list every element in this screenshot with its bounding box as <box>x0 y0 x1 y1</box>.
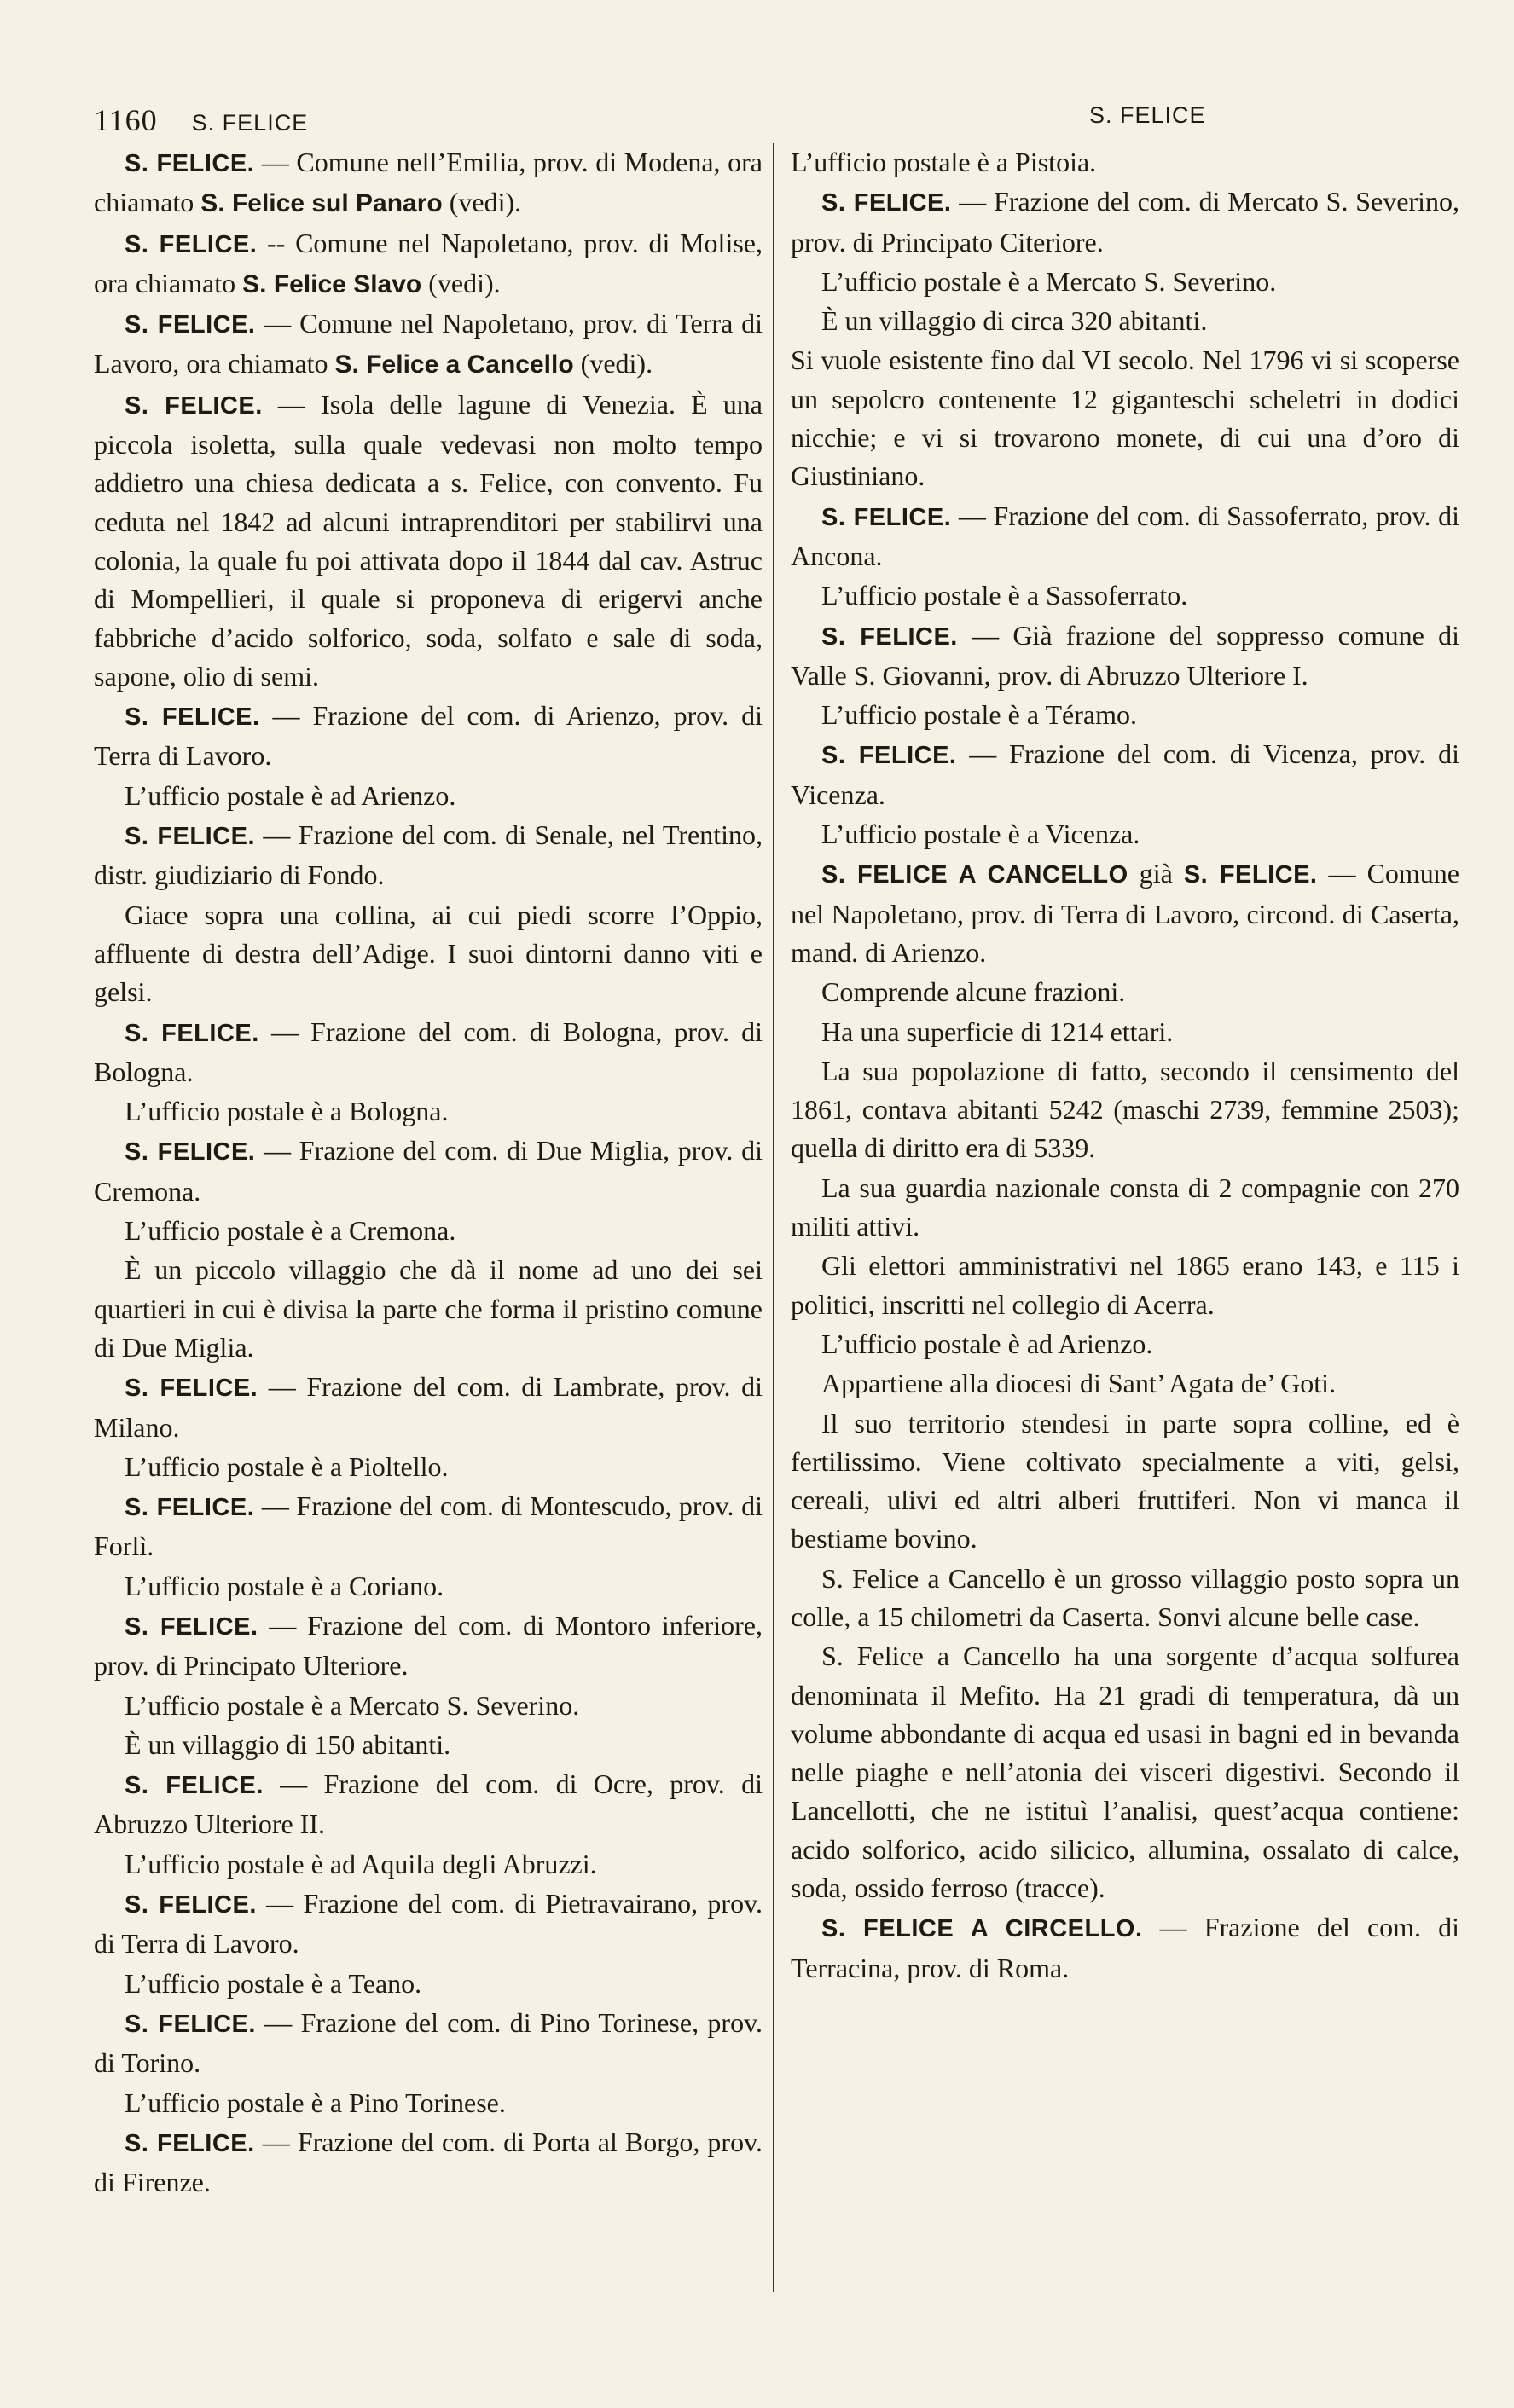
entry-headword: S. FELICE. <box>125 150 255 177</box>
entry-text: -- Comune nel Napoletano, prov. di Molise, ora chiamato <box>94 227 763 298</box>
entry-headword: S. FELICE. <box>821 742 957 770</box>
entry-text: — Frazione del com. di Vicenza, prov. di Vicenza. <box>791 738 1459 810</box>
column-divider <box>773 143 774 2292</box>
entry <box>791 735 1459 814</box>
entry <box>94 385 763 696</box>
right-column <box>791 143 1459 1988</box>
entry-text: L’ufficio postale è a Pino Torinese. <box>125 2087 506 2118</box>
entry <box>791 497 1459 576</box>
entry-text: (vedi). <box>442 187 522 218</box>
entry-text: — Frazione del com. di Arienzo, prov. di Terra di Lavoro. <box>94 700 763 772</box>
entry-paragraph <box>791 576 1459 615</box>
entry-text: L’ufficio postale è a Pistoia. <box>791 147 1097 177</box>
entry-paragraph <box>94 1845 763 1884</box>
entry-text: — Già frazione del soppresso comune di Valle S. Giovanni, prov. di Abruzzo Ulteriore I. <box>791 619 1459 691</box>
entry-text: L’ufficio postale è ad Arienzo. <box>821 1328 1153 1359</box>
entry-text: Giace sopra una collina, ai cui piedi scorre l’Oppio, affluente di destra dell’Adige. I suoi dintorni danno viti e gelsi. <box>94 899 763 1008</box>
entry-text: — Frazione del com. di Porta al Borgo, prov. di Firenze. <box>94 2126 763 2198</box>
entry-text: Comprende alcune frazioni. <box>821 976 1126 1008</box>
entry-text: L’ufficio postale è ad Arienzo. <box>125 779 456 811</box>
entry-text: — Comune nel Napoletano, prov. di Terra di Lavoro, ora chiamato <box>94 308 763 379</box>
entry-headword: S. FELICE. <box>125 2010 256 2038</box>
entry-text: — Frazione del com. di Due Miglia, prov. di Cremona. <box>94 1135 763 1207</box>
entry-text: Il suo territorio stendesi in parte sopra colline, ed è fertilissimo. Viene coltivato specialmente a viti, gelsi, cereali, ulivi ed altri alberi fruttiferi. Non vi manca il bestiame bovino. <box>791 1407 1459 1554</box>
entry-paragraph <box>94 777 763 815</box>
entry-text: — Comune nel Napoletano, prov. di Terra di Lavoro, circond. di Caserta, mand. di Arienzo. <box>791 858 1459 968</box>
entry-paragraph <box>791 1169 1459 1247</box>
entry-paragraph <box>791 341 1459 495</box>
entry <box>791 182 1459 262</box>
entry-text: La sua guardia nazionale consta di 2 compagnie con 270 militi attivi. <box>791 1172 1459 1242</box>
entry-paragraph <box>94 1448 763 1486</box>
entry-text: S. Felice a Cancello ha una sorgente d’acqua solfurea denominata il Mefito. Ha 21 gradi di temperatura, dà un volume abbondante di acqua ed usasi in bagni ed in bevanda nelle piaghe e nell’atonia dei visceri digestivi. Secondo il Lancellotti, che ne istituì l’analisi, quest’acqua contiene: acido solforico, acido silicico, allumina, ossalato di calce, soda, ossido ferroso (tracce). <box>791 1641 1459 1904</box>
entry-paragraph <box>94 1212 763 1250</box>
entry-text: L’ufficio postale è ad Aquila degli Abruzzi. <box>125 1848 597 1879</box>
cross-reference: S. Felice sul Panaro <box>200 189 443 218</box>
entry-text: — Frazione del com. di Ocre, prov. di Abruzzo Ulteriore II. <box>94 1768 763 1840</box>
entry-paragraph <box>791 815 1459 854</box>
entry-paragraph <box>791 1364 1459 1403</box>
entry-headword: S. FELICE. <box>125 1772 264 1800</box>
entry-headword: S. FELICE. <box>125 311 256 339</box>
entry-text: — Frazione del com. di Pietravairano, prov. di Terra di Lavoro. <box>94 1888 763 1959</box>
entry-text: — Comune nell’Emilia, prov. di Modena, ora chiamato <box>94 147 763 218</box>
entry-headword: S. FELICE. <box>125 230 258 258</box>
entry-paragraph <box>94 1092 763 1131</box>
entry-headword: S. FELICE A CANCELLO <box>821 861 1128 889</box>
entry <box>94 1132 763 1211</box>
entry <box>791 854 1459 972</box>
entry-text: La sua popolazione di fatto, secondo il censimento del 1861, contava abitanti 5242 (maschi 2739, femmine 2503); quella di diritto era di 5339. <box>791 1055 1459 1164</box>
entry-headword: S. FELICE. <box>125 823 256 851</box>
entry-headword: S. FELICE. <box>821 503 952 531</box>
entry <box>94 304 763 385</box>
entry-paragraph <box>791 1247 1459 1324</box>
entry-text: (vedi). <box>421 267 501 298</box>
entry-paragraph <box>791 1637 1459 1907</box>
running-title-left: S. FELICE <box>191 110 309 136</box>
cross-reference: S. Felice a Cancello <box>334 350 574 379</box>
entry-text: L’ufficio postale è a Mercato S. Severino. <box>821 265 1277 297</box>
entry-text: L’ufficio postale è a Pioltello. <box>125 1450 449 1482</box>
entry <box>94 143 763 223</box>
entry-paragraph <box>94 1687 763 1725</box>
entry-text: — Frazione del com. di Montescudo, prov. di Forlì. <box>94 1491 763 1562</box>
entry-headword: S. FELICE. <box>125 2129 255 2157</box>
entry-text: L’ufficio postale è a Vicenza. <box>821 819 1140 850</box>
entry-text: L’ufficio postale è a Mercato S. Severino. <box>125 1689 580 1721</box>
entry <box>94 1368 763 1447</box>
entry-paragraph <box>94 1251 763 1367</box>
entry-text: L’ufficio postale è a Cremona. <box>125 1215 456 1247</box>
entry-text: Si vuole esistente fino dal VI secolo. Nel 1796 vi si scoperse un sepolcro contenente 12 giganteschi scheletri in dodici nicchie; e vi si trovarono monete, di cui una d’oro di Giustiniano. <box>791 344 1459 492</box>
entry-paragraph <box>94 1726 763 1764</box>
entry-text: S. Felice a Cancello è un grosso villaggio posto sopra un colle, a 15 chilometri da Caserta. Sonvi alcune belle case. <box>791 1562 1459 1632</box>
entry-paragraph <box>791 696 1459 734</box>
entry-headword: S. FELICE. <box>125 1612 258 1641</box>
entry-text: L’ufficio postale è a Teano. <box>125 1967 422 1999</box>
entry-headword: S. FELICE. <box>125 703 260 732</box>
entry <box>791 1908 1459 1988</box>
entry-paragraph <box>791 1404 1459 1559</box>
entry-paragraph <box>791 1052 1459 1168</box>
entry-text: — Frazione del com. di Senale, nel Trentino, distr. giudiziario di Fondo. <box>94 819 763 891</box>
entry-paragraph <box>94 1965 763 2003</box>
entry-paragraph <box>791 263 1459 301</box>
entry-text: È un villaggio di 150 abitanti. <box>125 1728 451 1760</box>
entry-text: L’ufficio postale è a Sassoferrato. <box>821 580 1188 611</box>
page-number: 1160 <box>94 103 158 137</box>
entry <box>94 1606 763 1686</box>
cross-reference: S. Felice Slavo <box>242 269 422 298</box>
entry <box>94 816 763 895</box>
entry-headword: S. FELICE. <box>821 189 952 217</box>
entry <box>94 2123 763 2203</box>
entry-text: — Frazione del com. di Mercato S. Severino, prov. di Principato Citeriore. <box>791 186 1459 258</box>
entry-text: È un villaggio di circa 320 abitanti. <box>821 305 1208 337</box>
entry <box>791 616 1459 696</box>
entry-headword: S. FELICE A CIRCELLO. <box>821 1915 1143 1943</box>
entry-text: Appartiene alla diocesi di Sant’ Agata de’ Goti. <box>821 1368 1337 1399</box>
left-column <box>94 143 763 2202</box>
entry-text: Ha una superficie di 1214 ettari. <box>821 1016 1174 1047</box>
entry-paragraph <box>94 896 763 1012</box>
entry-text: — Isola delle lagune di Venezia. È una piccola isoletta, sulla quale vedevasi non molto tempo addietro una chiesa dedicata a s. Felice, con convento. Fu ceduta nel 1842 ad alcuni intraprenditori per stabilirvi una colonia, la quale fu poi attivata dopo il 1844 dal cav. Astruc di Mompellieri, il quale si proponeva di erigervi anche fabbriche d’acido solforico, soda, solfato e sale di soda, sapone, olio di semi. <box>94 388 763 692</box>
entry-text: — Frazione del com. di Pino Torinese, prov. di Torino. <box>94 2006 763 2079</box>
entry-headword: S. FELICE. <box>125 1891 257 1919</box>
entry-paragraph <box>791 1013 1459 1051</box>
page-header-left <box>94 102 776 138</box>
entry-paragraph <box>94 1567 763 1606</box>
entry <box>94 2004 763 2083</box>
entry-headword: S. FELICE. <box>125 1375 258 1403</box>
entry-paragraph <box>94 2084 763 2122</box>
entry-text: — Frazione del com. di Bologna, prov. di Bologna. <box>94 1016 763 1087</box>
entry <box>94 697 763 776</box>
entry <box>94 1487 763 1566</box>
entry-headword: S. FELICE. <box>125 1138 256 1166</box>
entry-text: — Frazione del com. di Lambrate, prov. di Milano. <box>94 1371 763 1443</box>
entry-paragraph <box>791 1560 1459 1637</box>
entry-headword: S. FELICE. <box>125 1019 259 1047</box>
entry-headword: S. FELICE. <box>821 622 958 651</box>
entry <box>94 1765 763 1844</box>
entry <box>94 1884 763 1964</box>
entry-headword: S. FELICE. <box>125 391 263 420</box>
entry-text: (vedi). <box>573 348 653 379</box>
entry-text: L’ufficio postale è a Téramo. <box>821 699 1137 731</box>
entry-text: L’ufficio postale è a Coriano. <box>125 1570 444 1601</box>
entry-text: — Frazione del com. di Montoro inferiore, prov. di Principato Ulteriore. <box>94 1609 763 1682</box>
entry <box>94 1013 763 1092</box>
entry-paragraph <box>791 1325 1459 1363</box>
entry-text: È un piccolo villaggio che dà il nome ad uno dei sei quartieri in cui è divisa la parte che forma il pristino comune di Due Miglia. <box>94 1254 763 1363</box>
entry-headword: S. FELICE. <box>125 1494 255 1522</box>
running-title-right: S. FELICE <box>1089 102 1206 128</box>
entry-text: — Frazione del com. di Sassoferrato, prov. di Ancona. <box>791 500 1459 571</box>
entry <box>94 224 763 304</box>
entry-headword: S. FELICE. <box>1183 861 1318 889</box>
entry-text: già <box>1128 858 1184 889</box>
entry-paragraph <box>791 973 1459 1011</box>
entry-text: L’ufficio postale è a Bologna. <box>125 1096 449 1127</box>
entry-paragraph <box>791 143 1459 182</box>
entry-text: Gli elettori amministrativi nel 1865 erano 143, e 115 i politici, inscritti nel collegio di Acerra. <box>791 1250 1459 1320</box>
entry-text: — Frazione del com. di Terracina, prov. di Roma. <box>791 1912 1460 1983</box>
entry-paragraph <box>791 302 1459 340</box>
